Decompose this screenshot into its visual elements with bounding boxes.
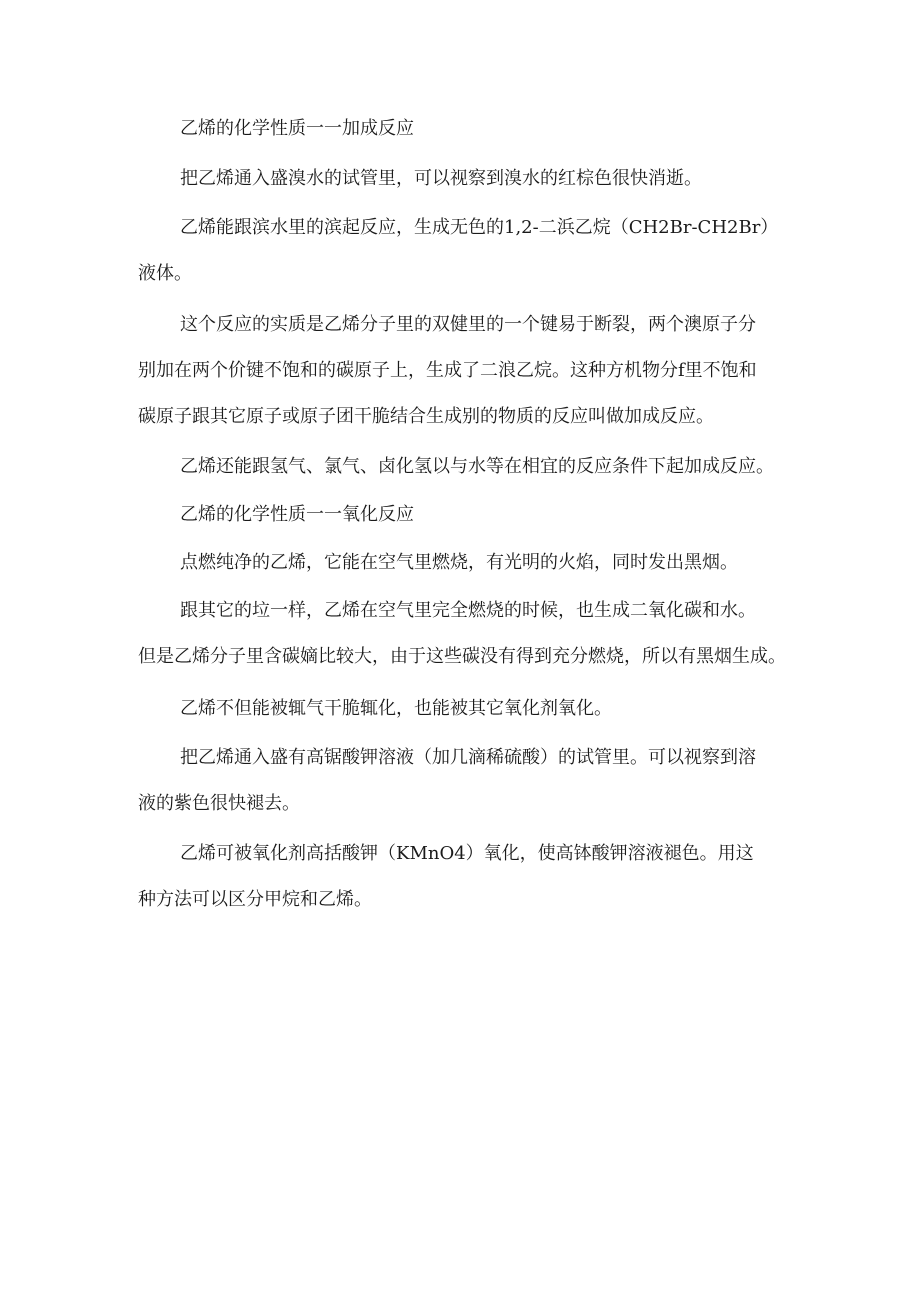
- text-line: 液体。: [138, 263, 192, 284]
- text-line: 乙烯的化学性质一一氧化反应: [180, 504, 414, 525]
- text-line: 把乙烯通入盛溴水的试管里，可以视察到溴水的红棕色很快消逝。: [180, 168, 702, 189]
- text-line: 乙烯还能跟氢气、氯气、卤化氢以与水等在相宜的反应条件下起加成反应。: [180, 456, 774, 477]
- paragraph: [138, 551, 738, 575]
- paragraph: [138, 842, 754, 912]
- text-line: 点燃纯净的乙烯，它能在空气里燃烧，有光明的火焰，同时发出黑烟。: [180, 552, 738, 573]
- text-line: 种方法可以区分甲烷和乙烯。: [138, 889, 372, 910]
- text-line: 这个反应的实质是乙烯分子里的双健里的一个键易于断裂，两个澳原子分: [180, 314, 756, 335]
- text-line: 乙烯可被氧化剂高括酸钾（KMnO4）氧化，使高钵酸钾溶液褪色。用这: [180, 843, 754, 864]
- text-line: 别加在两个价键不饱和的碳原子上，生成了二浪乙烷。这种方机物分f里不饱和: [138, 360, 757, 381]
- text-line: 跟其它的垃一样，乙烯在空气里完全燃烧的时候，也生成二氧化碳和水。: [180, 600, 756, 621]
- text-line: 把乙烯通入盛有高锯酸钾溶液（加几滴稀硫酸）的试管里。可以视察到溶: [180, 747, 756, 768]
- section-heading-addition: [138, 117, 414, 141]
- paragraph: [138, 746, 756, 816]
- text-line: 乙烯不但能被辄气干脆辄化，也能被其它氧化剂氧化。: [180, 698, 612, 719]
- text-line: 液的紫色很快褪去。: [138, 793, 300, 814]
- text-line: 碳原子跟其它原子或原子团干脆结合生成别的物质的反应叫做加成反应。: [138, 406, 714, 427]
- text-line: 乙烯能跟滨水里的滨起反应，生成无色的1,2-二浜乙烷（CH2Br-CH2Br）: [180, 217, 779, 238]
- paragraph: [138, 167, 702, 191]
- text-line: 但是乙烯分子里含碳嫡比较大，由于这些碳没有得到充分燃烧，所以有黑烟生成。: [138, 646, 786, 667]
- paragraph: [138, 455, 774, 479]
- text-line: 乙烯的化学性质一一加成反应: [180, 118, 414, 139]
- paragraph: [138, 599, 786, 669]
- paragraph: [138, 216, 778, 286]
- paragraph: [138, 313, 757, 429]
- paragraph: [138, 697, 612, 721]
- section-heading-oxidation: [138, 503, 414, 527]
